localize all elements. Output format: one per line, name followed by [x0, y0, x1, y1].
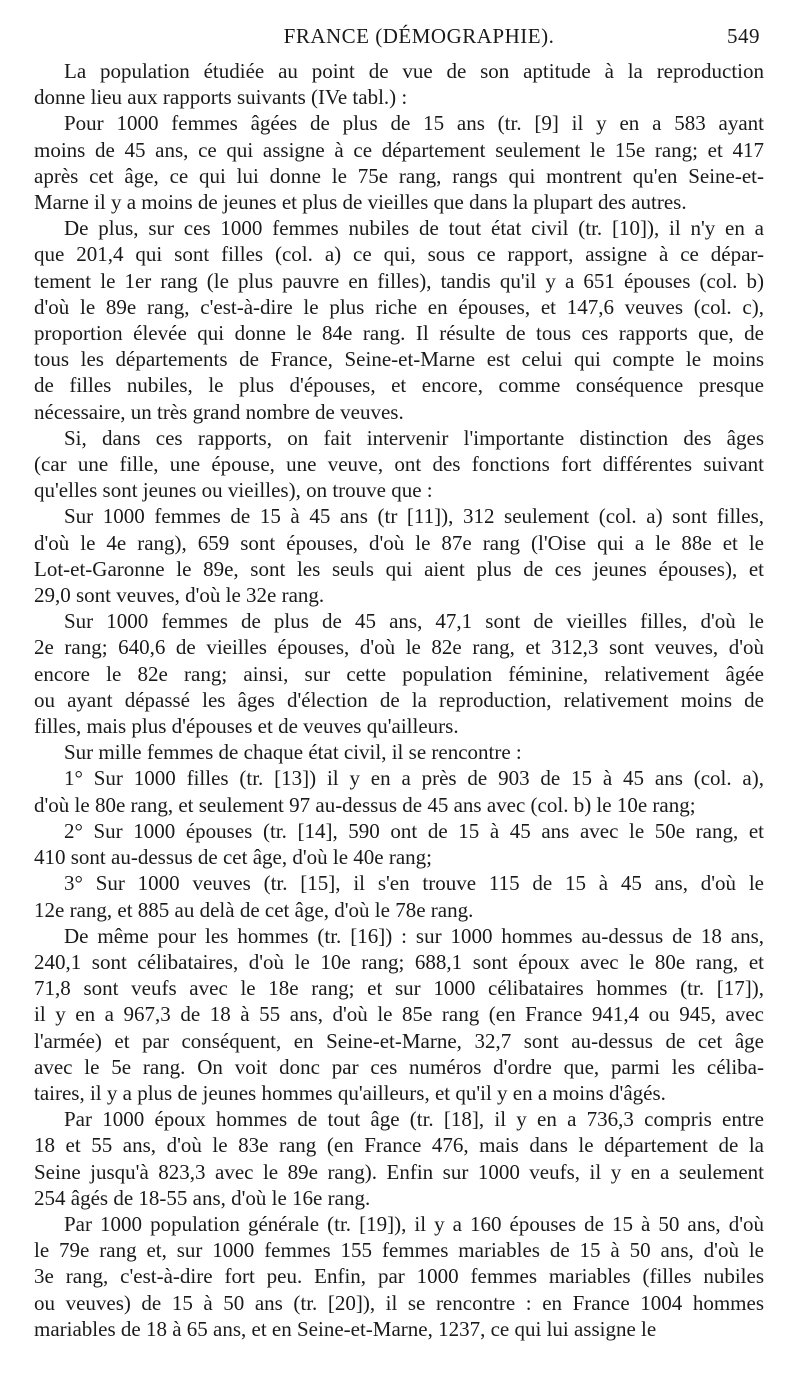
page-number: 549	[727, 24, 760, 48]
text-line: tous les départements de France, Seine-et-Marne est celui qui compte le moins	[34, 347, 764, 372]
text-line: Lot-et-Garonne le 89e, sont les seuls qui aient plus de ces jeunes épouses), et	[34, 556, 764, 581]
text-line: moins de 45 ans, ce qui assigne à ce département seulement le 15e rang; et 417	[34, 137, 764, 162]
paragraph	[34, 608, 764, 739]
text-line: Sur mille femmes de chaque état civil, il se rencontre :	[64, 740, 522, 765]
header-title: FRANCE (DÉMOGRAPHIE).	[283, 24, 555, 48]
paragraph	[34, 1211, 764, 1342]
text-line: qu'elles sont jeunes ou vieilles), on trouve que :	[34, 478, 433, 503]
text-line: le 79e rang et, sur 1000 femmes 155 femmes mariables de 15 à 50 ans, d'où le	[34, 1238, 764, 1263]
text-line: taires, il y a plus de jeunes hommes qu'ailleurs, et qu'il y en a moins d'âgés.	[34, 1080, 666, 1105]
text-line: encore le 82e rang; ainsi, sur cette population féminine, relativement âgée	[34, 661, 764, 686]
running-header	[34, 24, 764, 58]
text-line: 240,1 sont célibataires, d'où le 10e rang; 688,1 sont époux avec le 80e rang, et	[34, 949, 764, 974]
text-line: 12e rang, et 885 au delà de cet âge, d'où le 78e rang.	[34, 897, 474, 922]
text-line: Marne il y a moins de jeunes et plus de vieilles que dans la plupart des autres.	[34, 190, 687, 215]
text-line: 2e rang; 640,6 de vieilles épouses, d'où le 82e rang, et 312,3 sont veuves, d'où	[34, 635, 764, 660]
paragraph	[34, 503, 764, 608]
text-line: d'où le 89e rang, c'est-à-dire le plus riche en épouses, et 147,6 veuves (col. c),	[34, 294, 764, 319]
text-line: ou veuves) de 15 à 50 ans (tr. [20]), il se rencontre : en France 1004 hommes	[34, 1290, 764, 1315]
text-line: Si, dans ces rapports, on fait intervenir l'importante distinction des âges	[64, 425, 764, 450]
text-line: mariables de 18 à 65 ans, et en Seine-et-Marne, 1237, ce qui lui assigne le	[34, 1316, 657, 1341]
paragraph	[34, 425, 764, 504]
text-line: d'où le 4e rang), 659 sont épouses, d'où le 87e rang (l'Oise qui a le 88e et le	[34, 530, 764, 555]
text-line: (car une fille, une épouse, une veuve, ont des fonctions fort différentes suivant	[34, 452, 764, 477]
text-line: tement le 1er rang (le plus pauvre en filles), tandis qu'il y a 651 épouses (col. b)	[34, 268, 764, 293]
text-line: donne lieu aux rapports suivants (IVe tabl.) :	[34, 85, 408, 110]
text-line: que 201,4 qui sont filles (col. a) ce qui, sous ce rapport, assigne à ce dépar-	[34, 242, 764, 267]
text-line: Par 1000 époux hommes de tout âge (tr. [18], il y en a 736,3 compris entre	[64, 1107, 764, 1132]
text-line: 71,8 sont veufs avec le 18e rang; et sur 1000 célibataires hommes (tr. [17]),	[34, 976, 764, 1001]
body-text	[34, 58, 764, 1342]
paragraph	[34, 110, 764, 215]
text-line: 3e rang, c'est-à-dire fort peu. Enfin, par 1000 femmes mariables (filles nubiles	[34, 1264, 764, 1289]
text-line: après cet âge, ce qui lui donne le 75e rang, rangs qui montrent qu'en Seine-et-	[34, 163, 764, 188]
text-line: ou ayant dépassé les âges d'élection de la reproduction, relativement moins de	[34, 687, 764, 712]
text-line: 3° Sur 1000 veuves (tr. [15], il s'en trouve 115 de 15 à 45 ans, d'où le	[64, 871, 764, 896]
paragraph	[34, 870, 764, 922]
text-line: de filles nubiles, le plus d'épouses, et encore, comme conséquence presque	[34, 373, 764, 398]
text-line: De plus, sur ces 1000 femmes nubiles de tout état civil (tr. [10]), il n'y en a	[64, 216, 764, 241]
text-line: nécessaire, un très grand nombre de veuves.	[34, 399, 404, 424]
text-line: avec le 5e rang. On voit donc par ces numéros d'ordre que, parmi les céliba-	[34, 1054, 764, 1079]
text-line: Sur 1000 femmes de 15 à 45 ans (tr [11]), 312 seulement (col. a) sont filles,	[64, 504, 764, 529]
text-line: 2° Sur 1000 épouses (tr. [14], 590 ont de 15 à 45 ans avec le 50e rang, et	[64, 818, 764, 843]
text-line: Par 1000 population générale (tr. [19]), il y a 160 épouses de 15 à 50 ans, d'où	[64, 1211, 764, 1236]
paragraph	[34, 765, 764, 817]
text-line: Seine jusqu'à 823,3 avec le 89e rang). Enfin sur 1000 veufs, il y en a seulement	[34, 1159, 764, 1184]
paragraph	[34, 739, 764, 765]
paragraph	[34, 1106, 764, 1211]
paragraph	[34, 58, 764, 110]
text-line: il y en a 967,3 de 18 à 55 ans, d'où le 85e rang (en France 941,4 ou 945, avec	[34, 1002, 764, 1027]
text-line: La population étudiée au point de vue de son aptitude à la reproduction	[64, 59, 764, 83]
text-line: 254 âgés de 18-55 ans, d'où le 16e rang.	[34, 1185, 371, 1210]
text-line: 29,0 sont veuves, d'où le 32e rang.	[34, 583, 325, 608]
text-line: Pour 1000 femmes âgées de plus de 15 ans (tr. [9] il y en a 583 ayant	[64, 111, 764, 136]
text-line: Sur 1000 femmes de plus de 45 ans, 47,1 sont de vieilles filles, d'où le	[64, 609, 764, 634]
paragraph	[34, 923, 764, 1106]
text-line: l'armée) et par conséquent, en Seine-et-Marne, 32,7 sont au-dessus de cet âge	[34, 1028, 764, 1053]
paragraph	[34, 818, 764, 870]
text-line: proportion élevée qui donne le 84e rang. Il résulte de tous ces rapports que, de	[34, 321, 764, 346]
paragraph	[34, 215, 764, 425]
text-line: filles, mais plus d'épouses et de veuves qu'ailleurs.	[34, 714, 459, 739]
text-line: 410 sont au-dessus de cet âge, d'où le 40e rang;	[34, 845, 433, 870]
text-line: 1° Sur 1000 filles (tr. [13]) il y en a près de 903 de 15 à 45 ans (col. a),	[64, 766, 764, 791]
text-line: d'où le 80e rang, et seulement 97 au-dessus de 45 ans avec (col. b) le 10e rang;	[34, 792, 696, 817]
text-line: De même pour les hommes (tr. [16]) : sur 1000 hommes au-dessus de 18 ans,	[64, 923, 764, 948]
text-line: 18 et 55 ans, d'où le 83e rang (en France 476, mais dans le département de la	[34, 1133, 764, 1158]
